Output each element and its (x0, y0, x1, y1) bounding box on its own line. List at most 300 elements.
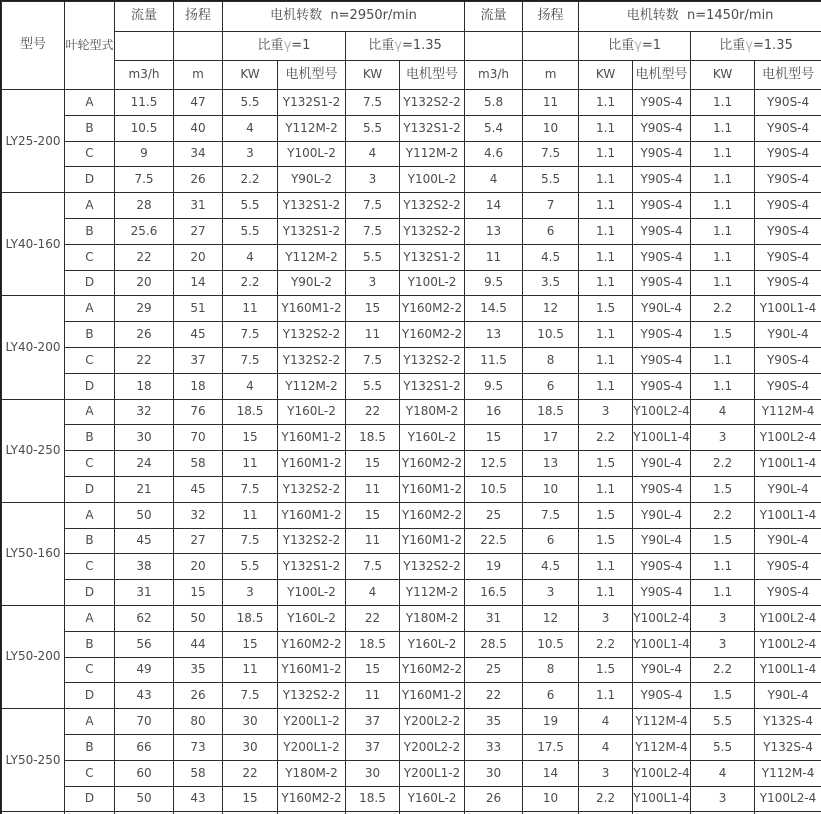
motor-model-g135-2950-cell: Y132S1-2 (400, 373, 465, 399)
kw-g135-1450-cell: 1.1 (691, 90, 755, 116)
motor-model-g1-2950-cell: Y132S1-2 (278, 554, 346, 580)
motor-model-g135-2950-cell: Y160L-2 (400, 786, 465, 812)
header-kw-g135-1450: KW (691, 61, 755, 90)
kw-g135-1450-cell: 1.1 (691, 244, 755, 270)
flow-1450-cell: 5.4 (465, 115, 523, 141)
motor-model-g1-1450-cell: Y90S-4 (633, 554, 691, 580)
head-2950-cell: 20 (174, 244, 223, 270)
kw-g135-2950-cell: 3 (346, 270, 400, 296)
motor-model-g135-2950-cell: Y160M1-2 (400, 476, 465, 502)
motor-model-g1-1450-cell: Y90S-4 (633, 141, 691, 167)
empty-cell (523, 32, 579, 61)
kw-g135-2950-cell: 11 (346, 322, 400, 348)
kw-g1-1450-cell: 3 (579, 399, 633, 425)
motor-model-g1-1450-cell: Y90L-4 (633, 296, 691, 322)
head-1450-cell: 8 (523, 657, 579, 683)
kw-g1-2950-cell: 22 (223, 760, 278, 786)
model-cell: LY40-160 (2, 193, 65, 296)
impeller-cell: D (65, 786, 115, 812)
kw-g135-2950-cell: 37 (346, 734, 400, 760)
flow-2950-cell: 70 (115, 709, 174, 735)
kw-g135-1450-cell: 1.5 (691, 476, 755, 502)
pump-spec-table (1, 1, 821, 814)
flow-2950-cell: 28 (115, 193, 174, 219)
motor-model-g1-1450-cell: Y100L1-4 (633, 631, 691, 657)
flow-1450-cell: 25 (465, 657, 523, 683)
flow-2950-cell: 45 (115, 528, 174, 554)
spec-row (2, 605, 821, 631)
flow-1450-cell: 9.5 (465, 373, 523, 399)
head-2950-cell: 73 (174, 734, 223, 760)
head-2950-cell: 35 (174, 657, 223, 683)
motor-model-g1-2950-cell: Y90L-2 (278, 270, 346, 296)
flow-1450-cell: 12.5 (465, 451, 523, 477)
impeller-cell: B (65, 425, 115, 451)
empty-cell (465, 32, 523, 61)
header-gravity-1-1450 (579, 32, 691, 61)
head-2950-cell: 14 (174, 270, 223, 296)
kw-g135-2950-cell: 5.5 (346, 244, 400, 270)
motor-model-g1-2950-cell: Y132S1-2 (278, 90, 346, 116)
head-2950-cell: 50 (174, 605, 223, 631)
impeller-cell: C (65, 760, 115, 786)
flow-2950-cell: 21 (115, 476, 174, 502)
header-motor-model-g135-1450: 电机型号 (755, 61, 821, 90)
head-2950-cell: 27 (174, 528, 223, 554)
impeller-cell: B (65, 322, 115, 348)
flow-1450-cell: 28.5 (465, 631, 523, 657)
motor-model-g1-1450-cell: Y90S-4 (633, 683, 691, 709)
motor-model-g1-1450-cell: Y90S-4 (633, 193, 691, 219)
kw-g135-1450-cell: 2.2 (691, 502, 755, 528)
motor-model-g135-1450-cell: Y100L1-4 (755, 657, 821, 683)
motor-model-g135-1450-cell: Y90S-4 (755, 115, 821, 141)
impeller-cell: A (65, 605, 115, 631)
spec-row (2, 322, 821, 348)
kw-g1-2950-cell: 4 (223, 244, 278, 270)
impeller-cell: D (65, 683, 115, 709)
head-1450-cell: 11 (523, 90, 579, 116)
impeller-cell: C (65, 141, 115, 167)
kw-g1-2950-cell: 3 (223, 141, 278, 167)
kw-g135-1450-cell: 1.1 (691, 347, 755, 373)
gravity-value: =1 (641, 37, 661, 53)
motor-model-g135-2950-cell: Y100L-2 (400, 270, 465, 296)
motor-model-g135-2950-cell: Y160M1-2 (400, 683, 465, 709)
motor-model-g135-1450-cell: Y112M-4 (755, 399, 821, 425)
spec-row (2, 425, 821, 451)
impeller-cell: A (65, 709, 115, 735)
flow-1450-cell: 26 (465, 786, 523, 812)
flow-1450-cell: 22.5 (465, 528, 523, 554)
head-1450-cell: 8 (523, 347, 579, 373)
kw-g1-2950-cell: 5.5 (223, 90, 278, 116)
kw-g135-1450-cell: 4 (691, 760, 755, 786)
kw-g135-1450-cell: 1.1 (691, 115, 755, 141)
kw-g1-1450-cell: 1.1 (579, 347, 633, 373)
head-1450-cell: 3 (523, 580, 579, 606)
gravity-value: =1.35 (401, 37, 442, 53)
kw-g1-2950-cell: 7.5 (223, 347, 278, 373)
model-cell: LY40-200 (2, 296, 65, 399)
flow-1450-cell: 11.5 (465, 347, 523, 373)
flow-1450-cell: 30 (465, 760, 523, 786)
motor-model-g135-2950-cell: Y160L-2 (400, 631, 465, 657)
motor-model-g135-1450-cell: Y90S-4 (755, 167, 821, 193)
kw-g135-2950-cell: 37 (346, 709, 400, 735)
motor-model-g135-1450-cell: Y100L2-4 (755, 631, 821, 657)
impeller-cell: B (65, 631, 115, 657)
head-1450-cell: 12 (523, 605, 579, 631)
header-kw-g1-2950: KW (223, 61, 278, 90)
head-1450-cell: 10.5 (523, 322, 579, 348)
spec-row (2, 218, 821, 244)
kw-g1-1450-cell: 1.5 (579, 451, 633, 477)
flow-1450-cell: 11 (465, 244, 523, 270)
kw-g1-2950-cell: 4 (223, 115, 278, 141)
kw-g135-2950-cell: 7.5 (346, 90, 400, 116)
kw-g1-1450-cell: 1.1 (579, 141, 633, 167)
motor-model-g135-1450-cell: Y132S-4 (755, 734, 821, 760)
motor-model-g1-2950-cell: Y132S2-2 (278, 347, 346, 373)
kw-g135-2950-cell: 18.5 (346, 786, 400, 812)
flow-1450-cell: 14.5 (465, 296, 523, 322)
kw-g135-1450-cell: 1.5 (691, 683, 755, 709)
motor-model-g1-2950-cell: Y112M-2 (278, 244, 346, 270)
motor-model-g1-2950-cell: Y132S2-2 (278, 528, 346, 554)
header-head-1450: 扬程 (523, 2, 579, 32)
header-flow-2950: 流量 (115, 2, 174, 32)
motor-model-g1-1450-cell: Y100L2-4 (633, 605, 691, 631)
motor-model-g135-1450-cell: Y90S-4 (755, 90, 821, 116)
kw-g135-1450-cell: 1.1 (691, 554, 755, 580)
kw-g1-2950-cell: 5.5 (223, 193, 278, 219)
motor-model-g135-2950-cell: Y112M-2 (400, 141, 465, 167)
kw-g1-2950-cell: 3 (223, 580, 278, 606)
flow-2950-cell: 22 (115, 347, 174, 373)
kw-g1-1450-cell: 1.1 (579, 244, 633, 270)
motor-model-g135-2950-cell: Y160L-2 (400, 425, 465, 451)
kw-g1-2950-cell: 11 (223, 502, 278, 528)
motor-model-g1-2950-cell: Y160L-2 (278, 399, 346, 425)
gamma-symbol: γ (634, 37, 642, 53)
head-1450-cell: 17 (523, 425, 579, 451)
head-1450-cell: 10 (523, 115, 579, 141)
kw-g135-2950-cell: 15 (346, 451, 400, 477)
flow-1450-cell: 25 (465, 502, 523, 528)
kw-g135-1450-cell: 1.5 (691, 528, 755, 554)
header-head-unit-1450: m (523, 61, 579, 90)
spec-row (2, 580, 821, 606)
motor-model-g135-2950-cell: Y180M-2 (400, 605, 465, 631)
head-1450-cell: 6 (523, 683, 579, 709)
head-2950-cell: 43 (174, 786, 223, 812)
head-2950-cell: 51 (174, 296, 223, 322)
kw-g1-2950-cell: 7.5 (223, 322, 278, 348)
head-1450-cell: 4.5 (523, 554, 579, 580)
motor-model-g1-2950-cell: Y132S2-2 (278, 476, 346, 502)
spec-row (2, 683, 821, 709)
motor-model-g1-2950-cell: Y112M-2 (278, 115, 346, 141)
motor-model-g135-1450-cell: Y90S-4 (755, 554, 821, 580)
kw-g135-2950-cell: 3 (346, 167, 400, 193)
flow-2950-cell: 56 (115, 631, 174, 657)
spec-row (2, 167, 821, 193)
motor-model-g135-2950-cell: Y132S2-2 (400, 218, 465, 244)
spec-row (2, 373, 821, 399)
gravity-value: =1 (291, 37, 311, 53)
kw-g135-2950-cell: 4 (346, 141, 400, 167)
header-motor-model-g1-2950: 电机型号 (278, 61, 346, 90)
model-cell: LY50-160 (2, 502, 65, 605)
kw-g135-2950-cell: 11 (346, 683, 400, 709)
flow-2950-cell: 31 (115, 580, 174, 606)
motor-model-g135-2950-cell: Y132S2-2 (400, 193, 465, 219)
flow-2950-cell: 62 (115, 605, 174, 631)
kw-g1-2950-cell: 15 (223, 631, 278, 657)
head-2950-cell: 44 (174, 631, 223, 657)
motor-model-g135-2950-cell: Y200L2-2 (400, 734, 465, 760)
motor-model-g1-2950-cell: Y160M1-2 (278, 425, 346, 451)
header-flow-1450: 流量 (465, 2, 523, 32)
motor-model-g1-1450-cell: Y90S-4 (633, 270, 691, 296)
motor-model-g1-1450-cell: Y90S-4 (633, 476, 691, 502)
impeller-cell: B (65, 115, 115, 141)
motor-model-g1-2950-cell: Y132S2-2 (278, 322, 346, 348)
head-1450-cell: 10.5 (523, 631, 579, 657)
impeller-cell: A (65, 193, 115, 219)
impeller-cell: C (65, 451, 115, 477)
motor-model-g135-2950-cell: Y200L1-2 (400, 760, 465, 786)
kw-g1-1450-cell: 1.1 (579, 554, 633, 580)
kw-g1-2950-cell: 2.2 (223, 270, 278, 296)
kw-g1-1450-cell: 1.1 (579, 193, 633, 219)
motor-model-g1-2950-cell: Y160M2-2 (278, 631, 346, 657)
kw-g1-1450-cell: 4 (579, 734, 633, 760)
spec-row (2, 451, 821, 477)
head-2950-cell: 70 (174, 425, 223, 451)
motor-model-g1-1450-cell: Y100L1-4 (633, 786, 691, 812)
head-2950-cell: 40 (174, 115, 223, 141)
kw-g135-1450-cell: 1.1 (691, 193, 755, 219)
flow-2950-cell: 50 (115, 786, 174, 812)
header-head-2950: 扬程 (174, 2, 223, 32)
flow-1450-cell: 13 (465, 218, 523, 244)
kw-g135-1450-cell: 4 (691, 399, 755, 425)
kw-g135-1450-cell: 1.1 (691, 167, 755, 193)
kw-g135-1450-cell: 1.5 (691, 322, 755, 348)
motor-model-g1-1450-cell: Y90S-4 (633, 580, 691, 606)
header-flow-unit-2950: m3/h (115, 61, 174, 90)
motor-model-g135-1450-cell: Y90S-4 (755, 244, 821, 270)
impeller-cell: A (65, 296, 115, 322)
spec-row (2, 90, 821, 116)
kw-g135-1450-cell: 3 (691, 786, 755, 812)
spec-row (2, 631, 821, 657)
spec-row (2, 399, 821, 425)
kw-g135-2950-cell: 7.5 (346, 218, 400, 244)
kw-g135-1450-cell: 3 (691, 605, 755, 631)
head-2950-cell: 80 (174, 709, 223, 735)
kw-g1-2950-cell: 18.5 (223, 605, 278, 631)
head-1450-cell: 6 (523, 528, 579, 554)
motor-model-g135-1450-cell: Y90L-4 (755, 476, 821, 502)
flow-2950-cell: 29 (115, 296, 174, 322)
impeller-cell: C (65, 554, 115, 580)
motor-model-g135-2950-cell: Y132S2-2 (400, 90, 465, 116)
motor-model-g1-2950-cell: Y132S2-2 (278, 683, 346, 709)
model-cell: LY50-250 (2, 709, 65, 812)
head-1450-cell: 12 (523, 296, 579, 322)
header-motor-speed-1450: 电机转数 n=1450r/min (579, 2, 821, 32)
head-2950-cell: 26 (174, 683, 223, 709)
kw-g1-1450-cell: 1.1 (579, 90, 633, 116)
spec-row (2, 244, 821, 270)
spec-row (2, 476, 821, 502)
motor-model-g135-2950-cell: Y132S1-2 (400, 244, 465, 270)
spec-row (2, 141, 821, 167)
head-1450-cell: 14 (523, 760, 579, 786)
motor-model-g135-1450-cell: Y100L2-4 (755, 605, 821, 631)
motor-model-g1-1450-cell: Y90S-4 (633, 167, 691, 193)
kw-g1-2950-cell: 11 (223, 657, 278, 683)
head-1450-cell: 17.5 (523, 734, 579, 760)
kw-g1-2950-cell: 30 (223, 709, 278, 735)
flow-1450-cell: 9.5 (465, 270, 523, 296)
motor-model-g1-1450-cell: Y90S-4 (633, 90, 691, 116)
motor-model-g135-2950-cell: Y100L-2 (400, 167, 465, 193)
flow-1450-cell: 22 (465, 683, 523, 709)
impeller-cell: D (65, 270, 115, 296)
kw-g135-2950-cell: 7.5 (346, 193, 400, 219)
kw-g1-1450-cell: 3 (579, 760, 633, 786)
model-cell: LY25-200 (2, 90, 65, 193)
kw-g135-2950-cell: 22 (346, 399, 400, 425)
kw-g135-2950-cell: 7.5 (346, 554, 400, 580)
motor-model-g135-1450-cell: Y90S-4 (755, 193, 821, 219)
header-motor-model-g135-2950: 电机型号 (400, 61, 465, 90)
kw-g1-1450-cell: 1.1 (579, 683, 633, 709)
motor-model-g1-1450-cell: Y90S-4 (633, 373, 691, 399)
kw-g1-1450-cell: 1.1 (579, 322, 633, 348)
kw-g135-1450-cell: 2.2 (691, 296, 755, 322)
motor-model-g135-1450-cell: Y90S-4 (755, 141, 821, 167)
kw-g1-1450-cell: 4 (579, 709, 633, 735)
kw-g1-2950-cell: 11 (223, 296, 278, 322)
motor-model-g1-2950-cell: Y132S1-2 (278, 193, 346, 219)
header-model: 型号 (2, 2, 65, 90)
flow-1450-cell: 4 (465, 167, 523, 193)
flow-2950-cell: 20 (115, 270, 174, 296)
impeller-cell: A (65, 502, 115, 528)
impeller-cell: A (65, 399, 115, 425)
kw-g1-1450-cell: 1.5 (579, 502, 633, 528)
motor-model-g1-1450-cell: Y90L-4 (633, 502, 691, 528)
motor-model-g135-2950-cell: Y132S2-2 (400, 554, 465, 580)
kw-g1-2950-cell: 11 (223, 451, 278, 477)
motor-model-g135-2950-cell: Y112M-2 (400, 580, 465, 606)
spec-row (2, 709, 821, 735)
spec-row (2, 528, 821, 554)
kw-g135-2950-cell: 30 (346, 760, 400, 786)
flow-2950-cell: 32 (115, 399, 174, 425)
impeller-cell: B (65, 528, 115, 554)
impeller-cell: D (65, 373, 115, 399)
flow-2950-cell: 7.5 (115, 167, 174, 193)
kw-g135-2950-cell: 11 (346, 528, 400, 554)
motor-model-g1-2950-cell: Y160M2-2 (278, 786, 346, 812)
motor-model-g135-1450-cell: Y90S-4 (755, 270, 821, 296)
kw-g1-2950-cell: 30 (223, 734, 278, 760)
header-motor-model-g1-1450: 电机型号 (633, 61, 691, 90)
kw-g1-2950-cell: 2.2 (223, 167, 278, 193)
head-2950-cell: 58 (174, 760, 223, 786)
spec-row (2, 657, 821, 683)
kw-g1-1450-cell: 1.1 (579, 476, 633, 502)
flow-2950-cell: 60 (115, 760, 174, 786)
flow-1450-cell: 35 (465, 709, 523, 735)
kw-g1-1450-cell: 2.2 (579, 425, 633, 451)
spec-row (2, 502, 821, 528)
motor-model-g135-1450-cell: Y90S-4 (755, 373, 821, 399)
motor-model-g135-2950-cell: Y160M2-2 (400, 502, 465, 528)
head-1450-cell: 7 (523, 193, 579, 219)
head-2950-cell: 32 (174, 502, 223, 528)
kw-g1-1450-cell: 1.5 (579, 528, 633, 554)
header-impeller-type: 叶轮型式 (65, 2, 115, 90)
flow-2950-cell: 11.5 (115, 90, 174, 116)
flow-1450-cell: 15 (465, 425, 523, 451)
flow-2950-cell: 25.6 (115, 218, 174, 244)
flow-1450-cell: 33 (465, 734, 523, 760)
kw-g135-1450-cell: 1.1 (691, 373, 755, 399)
kw-g1-1450-cell: 2.2 (579, 631, 633, 657)
impeller-cell: D (65, 167, 115, 193)
kw-g135-2950-cell: 18.5 (346, 425, 400, 451)
gravity-label: 比重 (608, 37, 635, 53)
gravity-label: 比重 (257, 37, 284, 53)
head-2950-cell: 15 (174, 580, 223, 606)
header-motor-speed-2950: 电机转数 n=2950r/min (223, 2, 465, 32)
header-kw-g135-2950: KW (346, 61, 400, 90)
head-1450-cell: 3.5 (523, 270, 579, 296)
head-1450-cell: 6 (523, 373, 579, 399)
head-2950-cell: 26 (174, 167, 223, 193)
kw-g135-1450-cell: 1.1 (691, 141, 755, 167)
flow-2950-cell: 22 (115, 244, 174, 270)
head-1450-cell: 7.5 (523, 141, 579, 167)
flow-2950-cell: 30 (115, 425, 174, 451)
head-1450-cell: 4.5 (523, 244, 579, 270)
flow-2950-cell: 26 (115, 322, 174, 348)
flow-2950-cell: 24 (115, 451, 174, 477)
motor-model-g1-1450-cell: Y90L-4 (633, 528, 691, 554)
motor-model-g1-2950-cell: Y90L-2 (278, 167, 346, 193)
kw-g135-1450-cell: 1.1 (691, 218, 755, 244)
motor-model-g1-2950-cell: Y160M1-2 (278, 502, 346, 528)
motor-model-g1-2950-cell: Y180M-2 (278, 760, 346, 786)
motor-model-g1-2950-cell: Y132S1-2 (278, 218, 346, 244)
head-1450-cell: 19 (523, 709, 579, 735)
head-1450-cell: 6 (523, 218, 579, 244)
spec-row (2, 296, 821, 322)
motor-model-g1-1450-cell: Y90L-4 (633, 657, 691, 683)
head-1450-cell: 10 (523, 786, 579, 812)
impeller-cell: A (65, 90, 115, 116)
head-2950-cell: 20 (174, 554, 223, 580)
gamma-symbol: γ (283, 37, 292, 53)
spec-row (2, 786, 821, 812)
